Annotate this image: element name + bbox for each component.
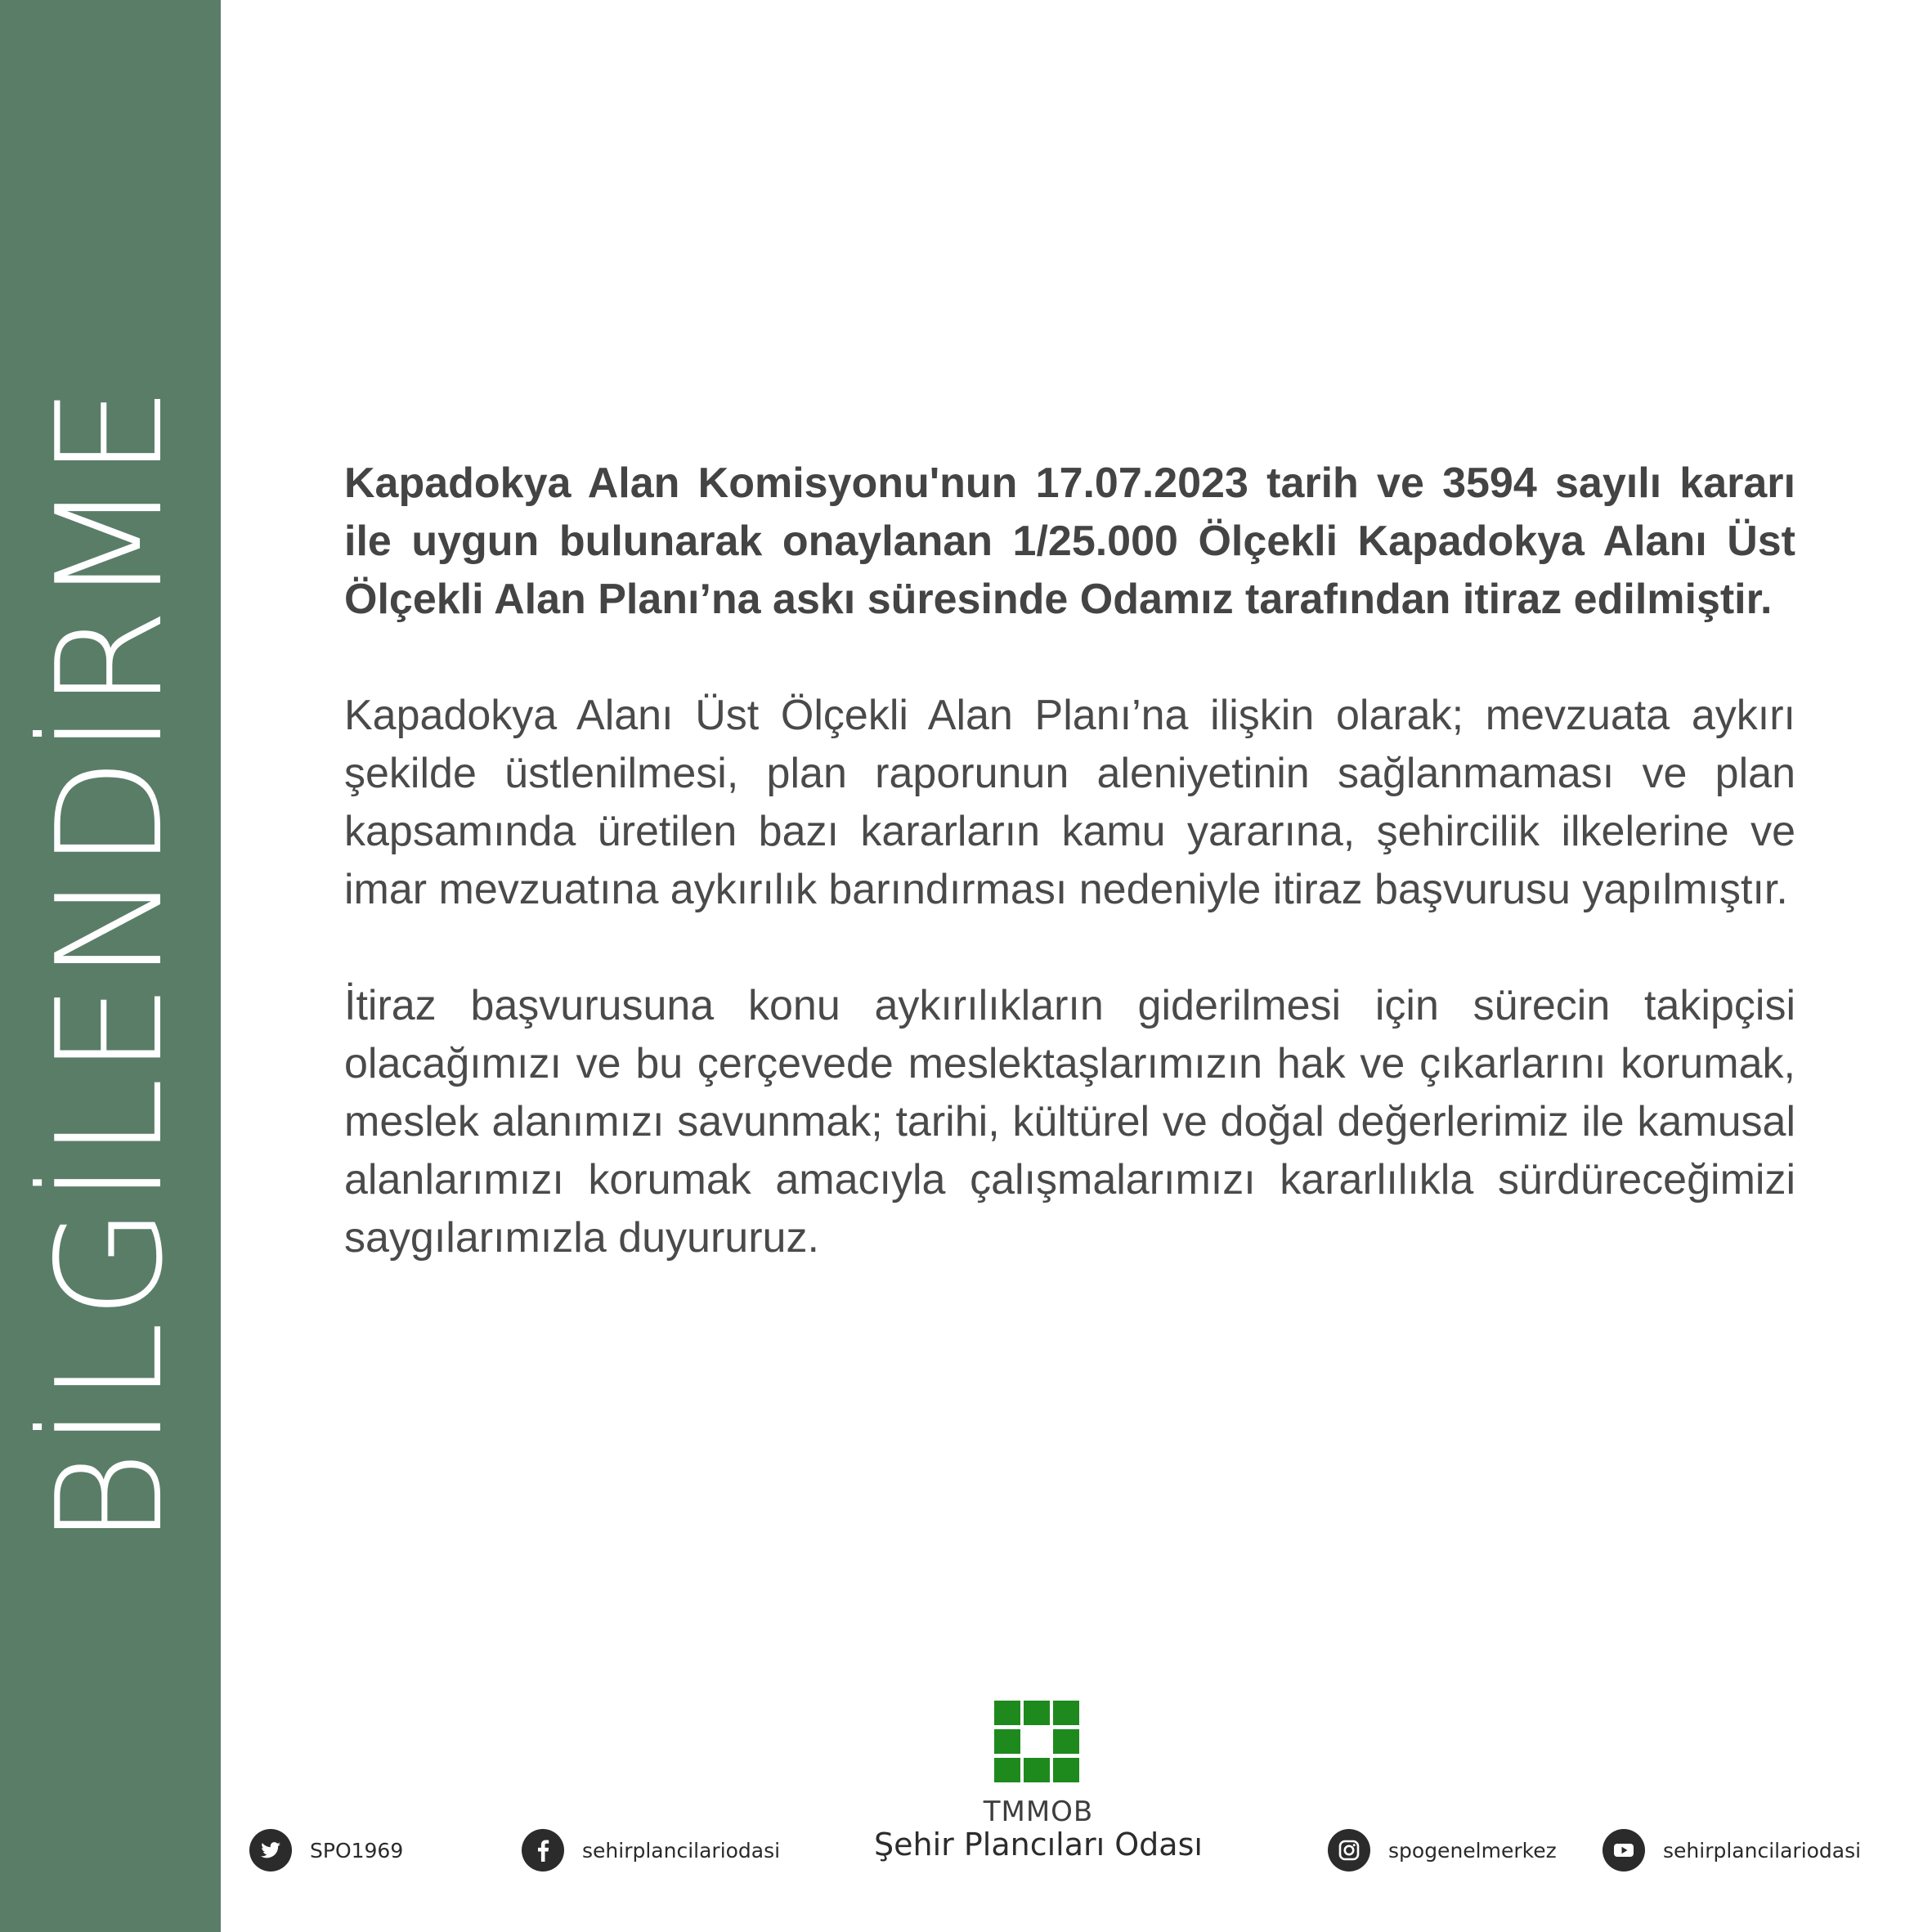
youtube-handle: sehirplancilariodasi — [1663, 1838, 1862, 1863]
announcement-body — [344, 455, 1795, 1267]
paragraph-3: İtiraz başvurusuna konu aykırılıkların giderilmesi için sürecin takipçisi olacağımızı ve bu çerçevede meslektaşlarımızın hak ve çıkarlarını korumak, meslek alanımızı savunmak; tarihi, kültürel ve doğal değerlerimiz ile kamusal alanlarımızı korumak amacıyla çalışmalarımızı kararlılıkla sürdüreceğimizi saygılarımızla duyururuz. — [344, 982, 1795, 1262]
paragraph-2: Kapadokya Alanı Üst Ölçekli Alan Planı’na ilişkin olarak; mevzuata aykırı şekilde üstlenilmesi, plan raporunun aleniyetinin sağlanmaması ve plan kapsamında üretilen bazı kararların kamu yararına, şehircilik ilkelerine ve imar mevzuatına aykırılık barındırması nedeniyle itiraz başvurusu yapılmıştır. — [344, 692, 1795, 913]
facebook-icon — [522, 1829, 564, 1871]
facebook-link[interactable] — [522, 1829, 780, 1871]
spo-logo — [994, 1701, 1079, 1782]
youtube-icon — [1603, 1829, 1645, 1871]
sidebar-title: BİLGİLENDİRME — [25, 383, 195, 1546]
facebook-handle: sehirplancilariodasi — [582, 1838, 781, 1863]
instagram-link[interactable] — [1328, 1829, 1557, 1871]
twitter-link[interactable] — [249, 1829, 403, 1871]
org-name: Şehir Plancıları Odası — [874, 1827, 1203, 1863]
youtube-link[interactable] — [1603, 1829, 1861, 1871]
instagram-icon — [1328, 1829, 1370, 1871]
instagram-handle: spogenelmerkez — [1388, 1838, 1557, 1863]
sidebar — [0, 0, 221, 1932]
org-subtitle: TMMOB — [983, 1795, 1094, 1828]
twitter-icon — [249, 1829, 292, 1871]
paragraph-lead: Kapadokya Alan Komisyonu'nun 17.07.2023 tarih ve 3594 sayılı kararı ile uygun bulunarak onaylanan 1/25.000 Ölçekli Kapadokya Alanı Üst Ölçekli Alan Planı’na askı süresinde Odamız tarafından itiraz edilmiştir. — [344, 459, 1795, 623]
twitter-handle: SPO1969 — [310, 1838, 404, 1863]
